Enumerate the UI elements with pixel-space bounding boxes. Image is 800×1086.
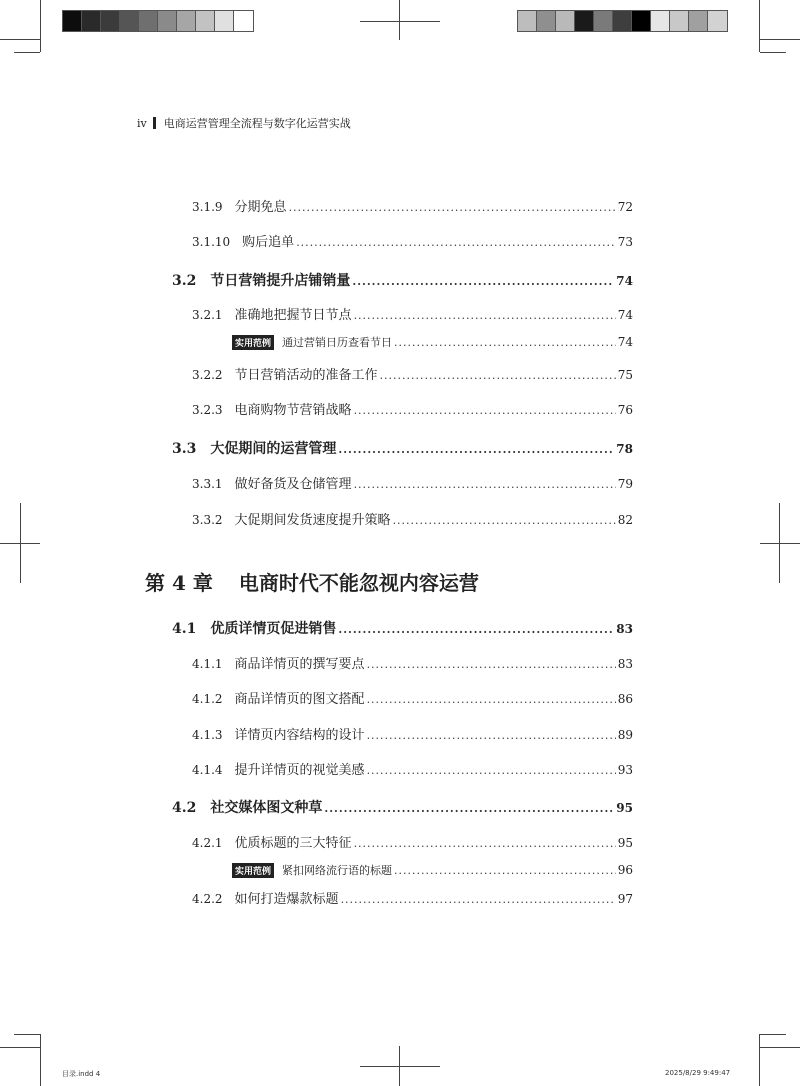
color-swatch — [215, 11, 234, 31]
toc-title: 做好备货及仓储管理 — [234, 477, 352, 492]
toc-number: 4.1.1 — [192, 657, 223, 671]
toc-title: 大促期间的运营管理 — [210, 441, 337, 457]
toc-title: 准确地把握节日节点 — [234, 308, 352, 323]
toc-page: 83 — [617, 657, 633, 671]
toc-page: 86 — [617, 692, 633, 706]
leader-dots — [367, 764, 616, 777]
toc-page: 78 — [616, 442, 633, 456]
crop-mark — [14, 52, 40, 53]
toc-page: 89 — [617, 728, 633, 742]
toc-page: 93 — [617, 763, 633, 777]
leader-dots — [354, 309, 616, 322]
toc-number: 3.1.10 — [192, 235, 231, 249]
crop-mark — [760, 39, 800, 40]
crop-mark — [14, 1034, 40, 1035]
leader-dots — [324, 802, 614, 815]
toc-page: 96 — [617, 863, 633, 877]
color-swatch — [613, 11, 632, 31]
color-swatch — [196, 11, 215, 31]
toc-page: 74 — [616, 274, 633, 288]
toc-number: 3.3 — [172, 441, 197, 457]
color-swatch — [651, 11, 670, 31]
color-swatch — [101, 11, 120, 31]
toc-number: 4.1 — [172, 621, 197, 637]
toc-page: 95 — [616, 801, 633, 815]
crop-mark — [40, 0, 41, 52]
example-badge: 实用范例 — [232, 863, 274, 878]
toc-number: 3.2 — [172, 273, 197, 289]
toc-entry[interactable] — [192, 304, 633, 323]
color-bar-left — [62, 10, 254, 32]
toc-title: 节日营销活动的准备工作 — [234, 368, 378, 383]
registration-mark — [360, 1066, 440, 1067]
toc-title: 购后追单 — [242, 235, 295, 250]
color-swatch — [575, 11, 594, 31]
chapter-number: 第 4 章 — [145, 571, 213, 595]
color-swatch — [537, 11, 556, 31]
example-badge: 实用范例 — [232, 335, 274, 350]
crop-mark — [759, 0, 760, 52]
toc-number: 3.2.2 — [192, 368, 223, 382]
toc-page: 72 — [617, 200, 633, 214]
page-numeral: iv — [137, 116, 147, 130]
leader-dots — [367, 693, 616, 706]
color-swatch — [689, 11, 708, 31]
color-swatch — [708, 11, 727, 31]
toc-title: 优质标题的三大特征 — [234, 836, 352, 851]
color-swatch — [234, 11, 253, 31]
color-swatch — [556, 11, 575, 31]
leader-dots — [367, 729, 616, 742]
toc-title: 紧扣网络流行语的标题 — [282, 864, 393, 877]
toc-page: 76 — [617, 403, 633, 417]
toc-title: 社交媒体图文种草 — [210, 800, 323, 816]
registration-mark — [399, 0, 400, 40]
leader-dots — [296, 236, 616, 249]
toc-page: 73 — [617, 235, 633, 249]
leader-dots — [338, 443, 614, 456]
registration-mark — [399, 1046, 400, 1086]
toc-section[interactable] — [172, 797, 633, 817]
toc-entry[interactable] — [192, 724, 633, 743]
toc-number: 4.2.1 — [192, 836, 223, 850]
registration-mark — [779, 503, 780, 583]
toc-title: 节日营销提升店铺销量 — [210, 273, 351, 289]
toc-title: 通过营销日历查看节日 — [282, 336, 393, 349]
crop-mark — [40, 1034, 41, 1086]
leader-dots — [367, 658, 616, 671]
toc-entry[interactable] — [192, 364, 633, 383]
color-bar-right — [517, 10, 728, 32]
toc-entry[interactable] — [192, 653, 633, 672]
toc-entry[interactable] — [192, 473, 633, 492]
chapter-title: 电商时代不能忽视内容运营 — [238, 571, 479, 595]
leader-dots — [289, 201, 616, 214]
toc-title: 如何打造爆款标题 — [234, 892, 339, 907]
footer-timestamp: 2025/8/29 9:49:47 — [665, 1069, 731, 1077]
toc-title: 商品详情页的撰写要点 — [234, 657, 365, 672]
crop-mark — [0, 1047, 40, 1048]
toc-page: 95 — [617, 836, 633, 850]
color-swatch — [82, 11, 101, 31]
color-swatch — [594, 11, 613, 31]
toc-section[interactable] — [172, 618, 633, 638]
crop-mark — [760, 1034, 786, 1035]
color-swatch — [158, 11, 177, 31]
toc-page: 75 — [617, 368, 633, 382]
toc-entry[interactable] — [192, 888, 633, 907]
toc-number: 3.2.3 — [192, 403, 223, 417]
toc-title: 商品详情页的图文搭配 — [234, 692, 365, 707]
toc-number: 4.2 — [172, 800, 197, 816]
color-swatch — [518, 11, 537, 31]
toc-title: 分期免息 — [234, 200, 287, 215]
toc-number: 3.3.2 — [192, 513, 223, 527]
color-swatch — [177, 11, 196, 31]
toc-number: 3.3.1 — [192, 477, 223, 491]
color-swatch — [670, 11, 689, 31]
toc-page: 74 — [617, 308, 633, 322]
toc-page: 83 — [616, 622, 633, 636]
registration-mark — [760, 543, 800, 544]
toc-title: 优质详情页促进销售 — [210, 621, 337, 637]
toc-entry[interactable] — [192, 231, 633, 250]
crop-mark — [760, 52, 786, 53]
toc-entry[interactable] — [192, 832, 633, 851]
toc-entry[interactable] — [192, 196, 633, 215]
toc-title: 提升详情页的视觉美感 — [234, 763, 365, 778]
toc-section[interactable] — [172, 438, 633, 458]
color-swatch — [63, 11, 82, 31]
book-title: 电商运营管理全流程与数字化运营实战 — [163, 117, 351, 130]
crop-mark — [760, 1047, 800, 1048]
chapter-heading[interactable] — [145, 567, 479, 596]
toc-page: 74 — [617, 335, 633, 349]
toc-title: 详情页内容结构的设计 — [234, 728, 365, 743]
registration-mark — [20, 503, 21, 583]
header-divider — [153, 117, 156, 129]
color-swatch — [632, 11, 651, 31]
leader-dots — [393, 514, 616, 527]
toc-example[interactable] — [232, 334, 633, 350]
color-swatch — [120, 11, 139, 31]
leader-dots — [341, 893, 616, 906]
toc-page: 79 — [617, 477, 633, 491]
toc-entry[interactable] — [192, 399, 633, 418]
toc-page: 82 — [617, 513, 633, 527]
toc-section[interactable] — [172, 270, 633, 290]
registration-mark — [360, 21, 440, 22]
leader-dots — [354, 478, 616, 491]
toc-number: 4.1.2 — [192, 692, 223, 706]
footer-filename: 目录.indd 4 — [62, 1070, 101, 1078]
toc-title: 大促期间发货速度提升策略 — [234, 513, 391, 528]
leader-dots — [338, 623, 614, 636]
toc-number: 3.1.9 — [192, 200, 223, 214]
toc-number: 4.1.3 — [192, 728, 223, 742]
crop-mark — [759, 1034, 760, 1086]
toc-number: 4.1.4 — [192, 763, 223, 777]
color-swatch — [139, 11, 158, 31]
toc-example[interactable] — [232, 862, 633, 878]
toc-number: 3.2.1 — [192, 308, 223, 322]
leader-dots — [354, 404, 616, 417]
leader-dots — [380, 369, 616, 382]
leader-dots — [394, 864, 616, 877]
toc-entry[interactable] — [192, 509, 633, 528]
crop-mark — [0, 39, 40, 40]
toc-number: 4.2.2 — [192, 892, 223, 906]
leader-dots — [394, 336, 616, 349]
running-header — [137, 115, 351, 131]
leader-dots — [354, 837, 616, 850]
toc-entry[interactable] — [192, 759, 633, 778]
toc-page: 97 — [617, 892, 633, 906]
leader-dots — [352, 275, 614, 288]
toc-title: 电商购物节营销战略 — [234, 403, 352, 418]
toc-entry[interactable] — [192, 688, 633, 707]
